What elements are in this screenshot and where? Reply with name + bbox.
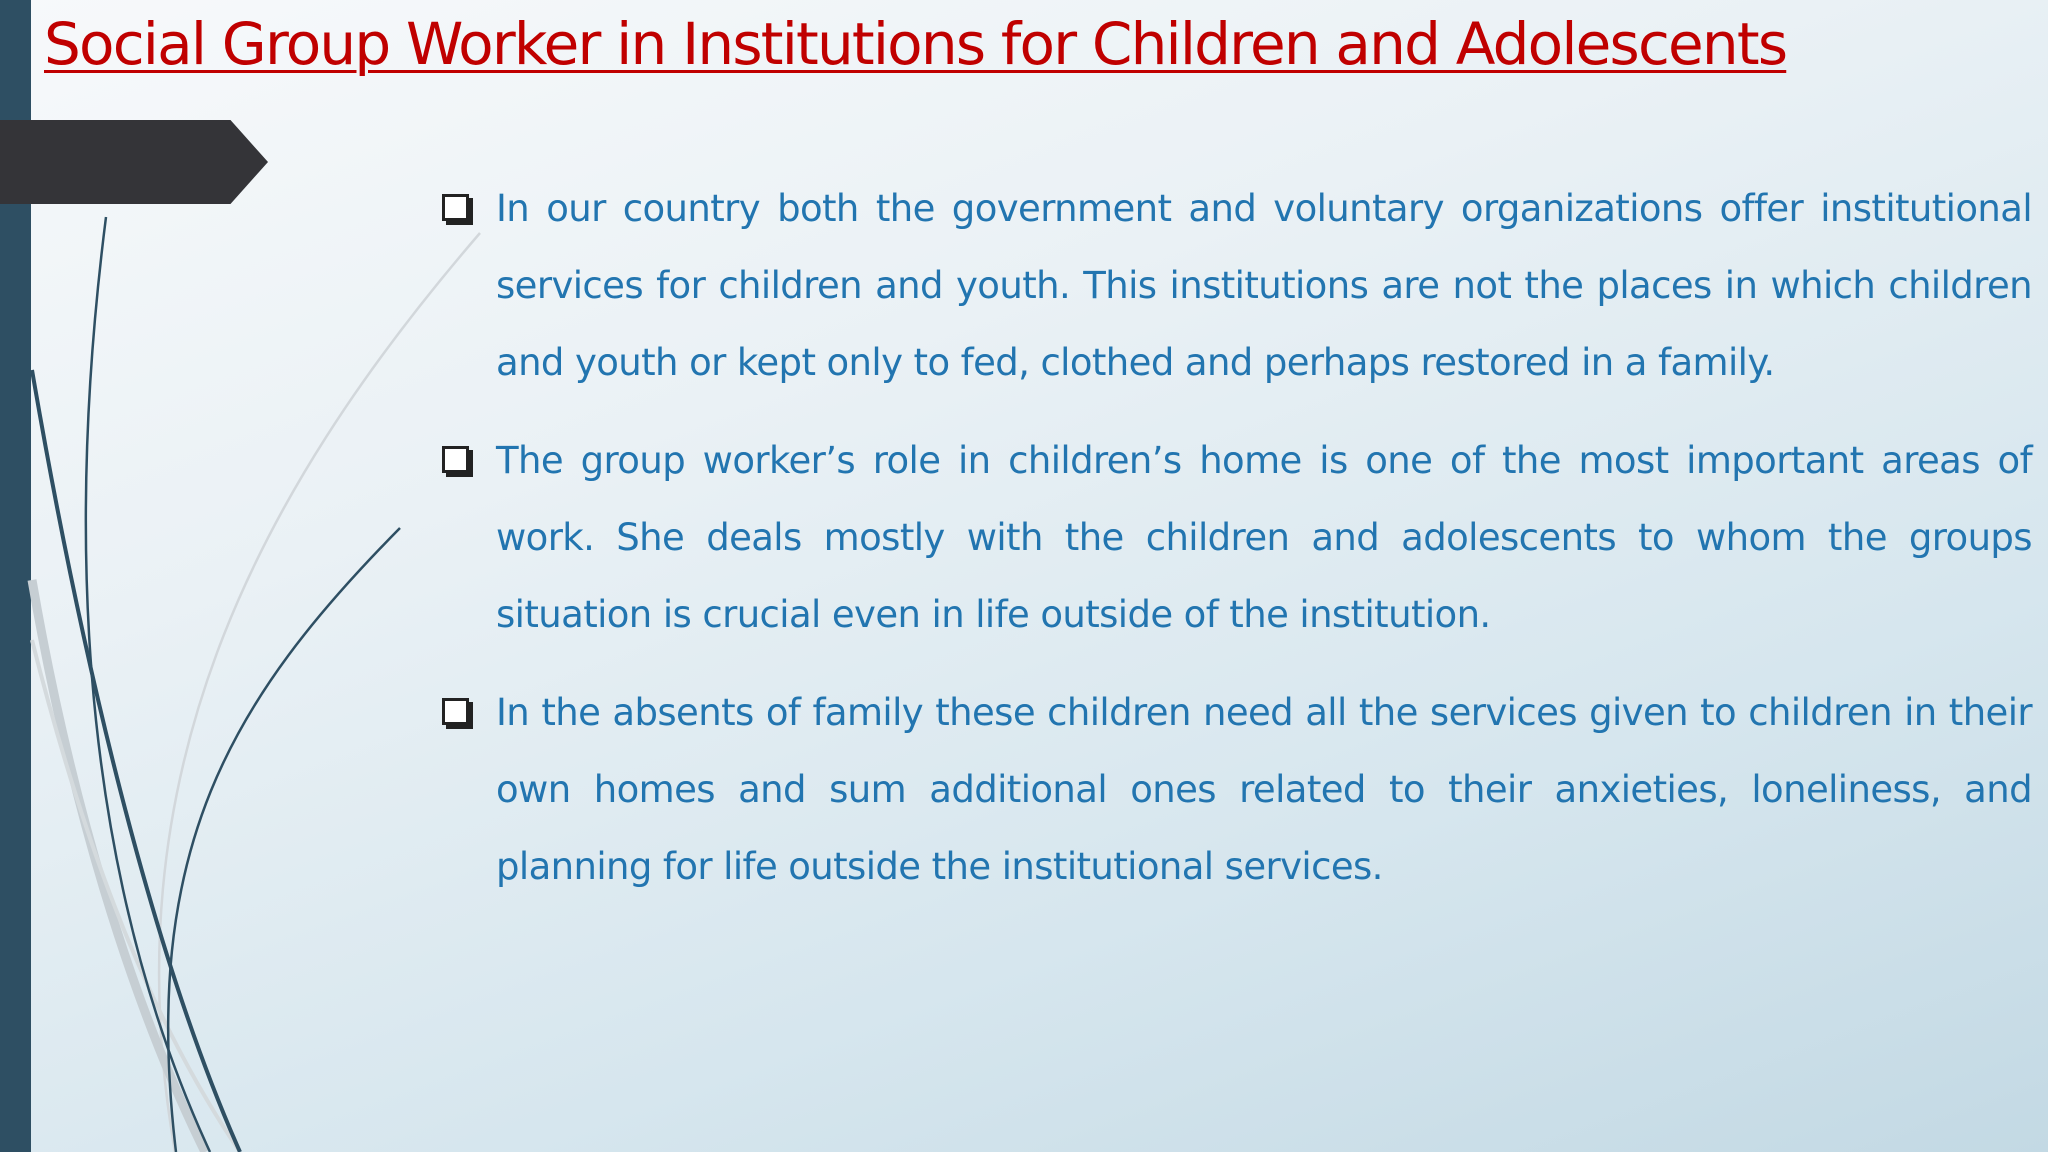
bullet-list: [438, 170, 2032, 926]
bullet-text: In the absents of family these children need all the services given to children in their own homes and sum additional ones related to their anxieties, loneliness, and planning for life outside the institutional services.: [496, 691, 2032, 888]
square-checkbox-icon: [442, 194, 469, 221]
bullet-item: [438, 170, 2032, 401]
square-checkbox-icon: [442, 698, 469, 725]
bullet-item: [438, 674, 2032, 905]
square-checkbox-icon: [442, 446, 469, 473]
bullet-text: The group worker’s role in children’s home is one of the most important areas of work. She deals mostly with the children and adolescents to whom the groups situation is crucial even in life outside of the institution.: [496, 439, 2032, 636]
bullet-text: In our country both the government and voluntary organizations offer institutional services for children and youth. This institutions are not the places in which children and youth or kept only to fed, clothed and perhaps restored in a family.: [496, 187, 2032, 384]
arrow-tab-shape: [0, 120, 268, 204]
bullet-item: [438, 422, 2032, 653]
decor-curve-dark-2: [32, 370, 240, 1152]
slide-title: Social Group Worker in Institutions for Children and Adolescents: [44, 10, 1787, 78]
decor-curve-light-1: [159, 233, 480, 1152]
